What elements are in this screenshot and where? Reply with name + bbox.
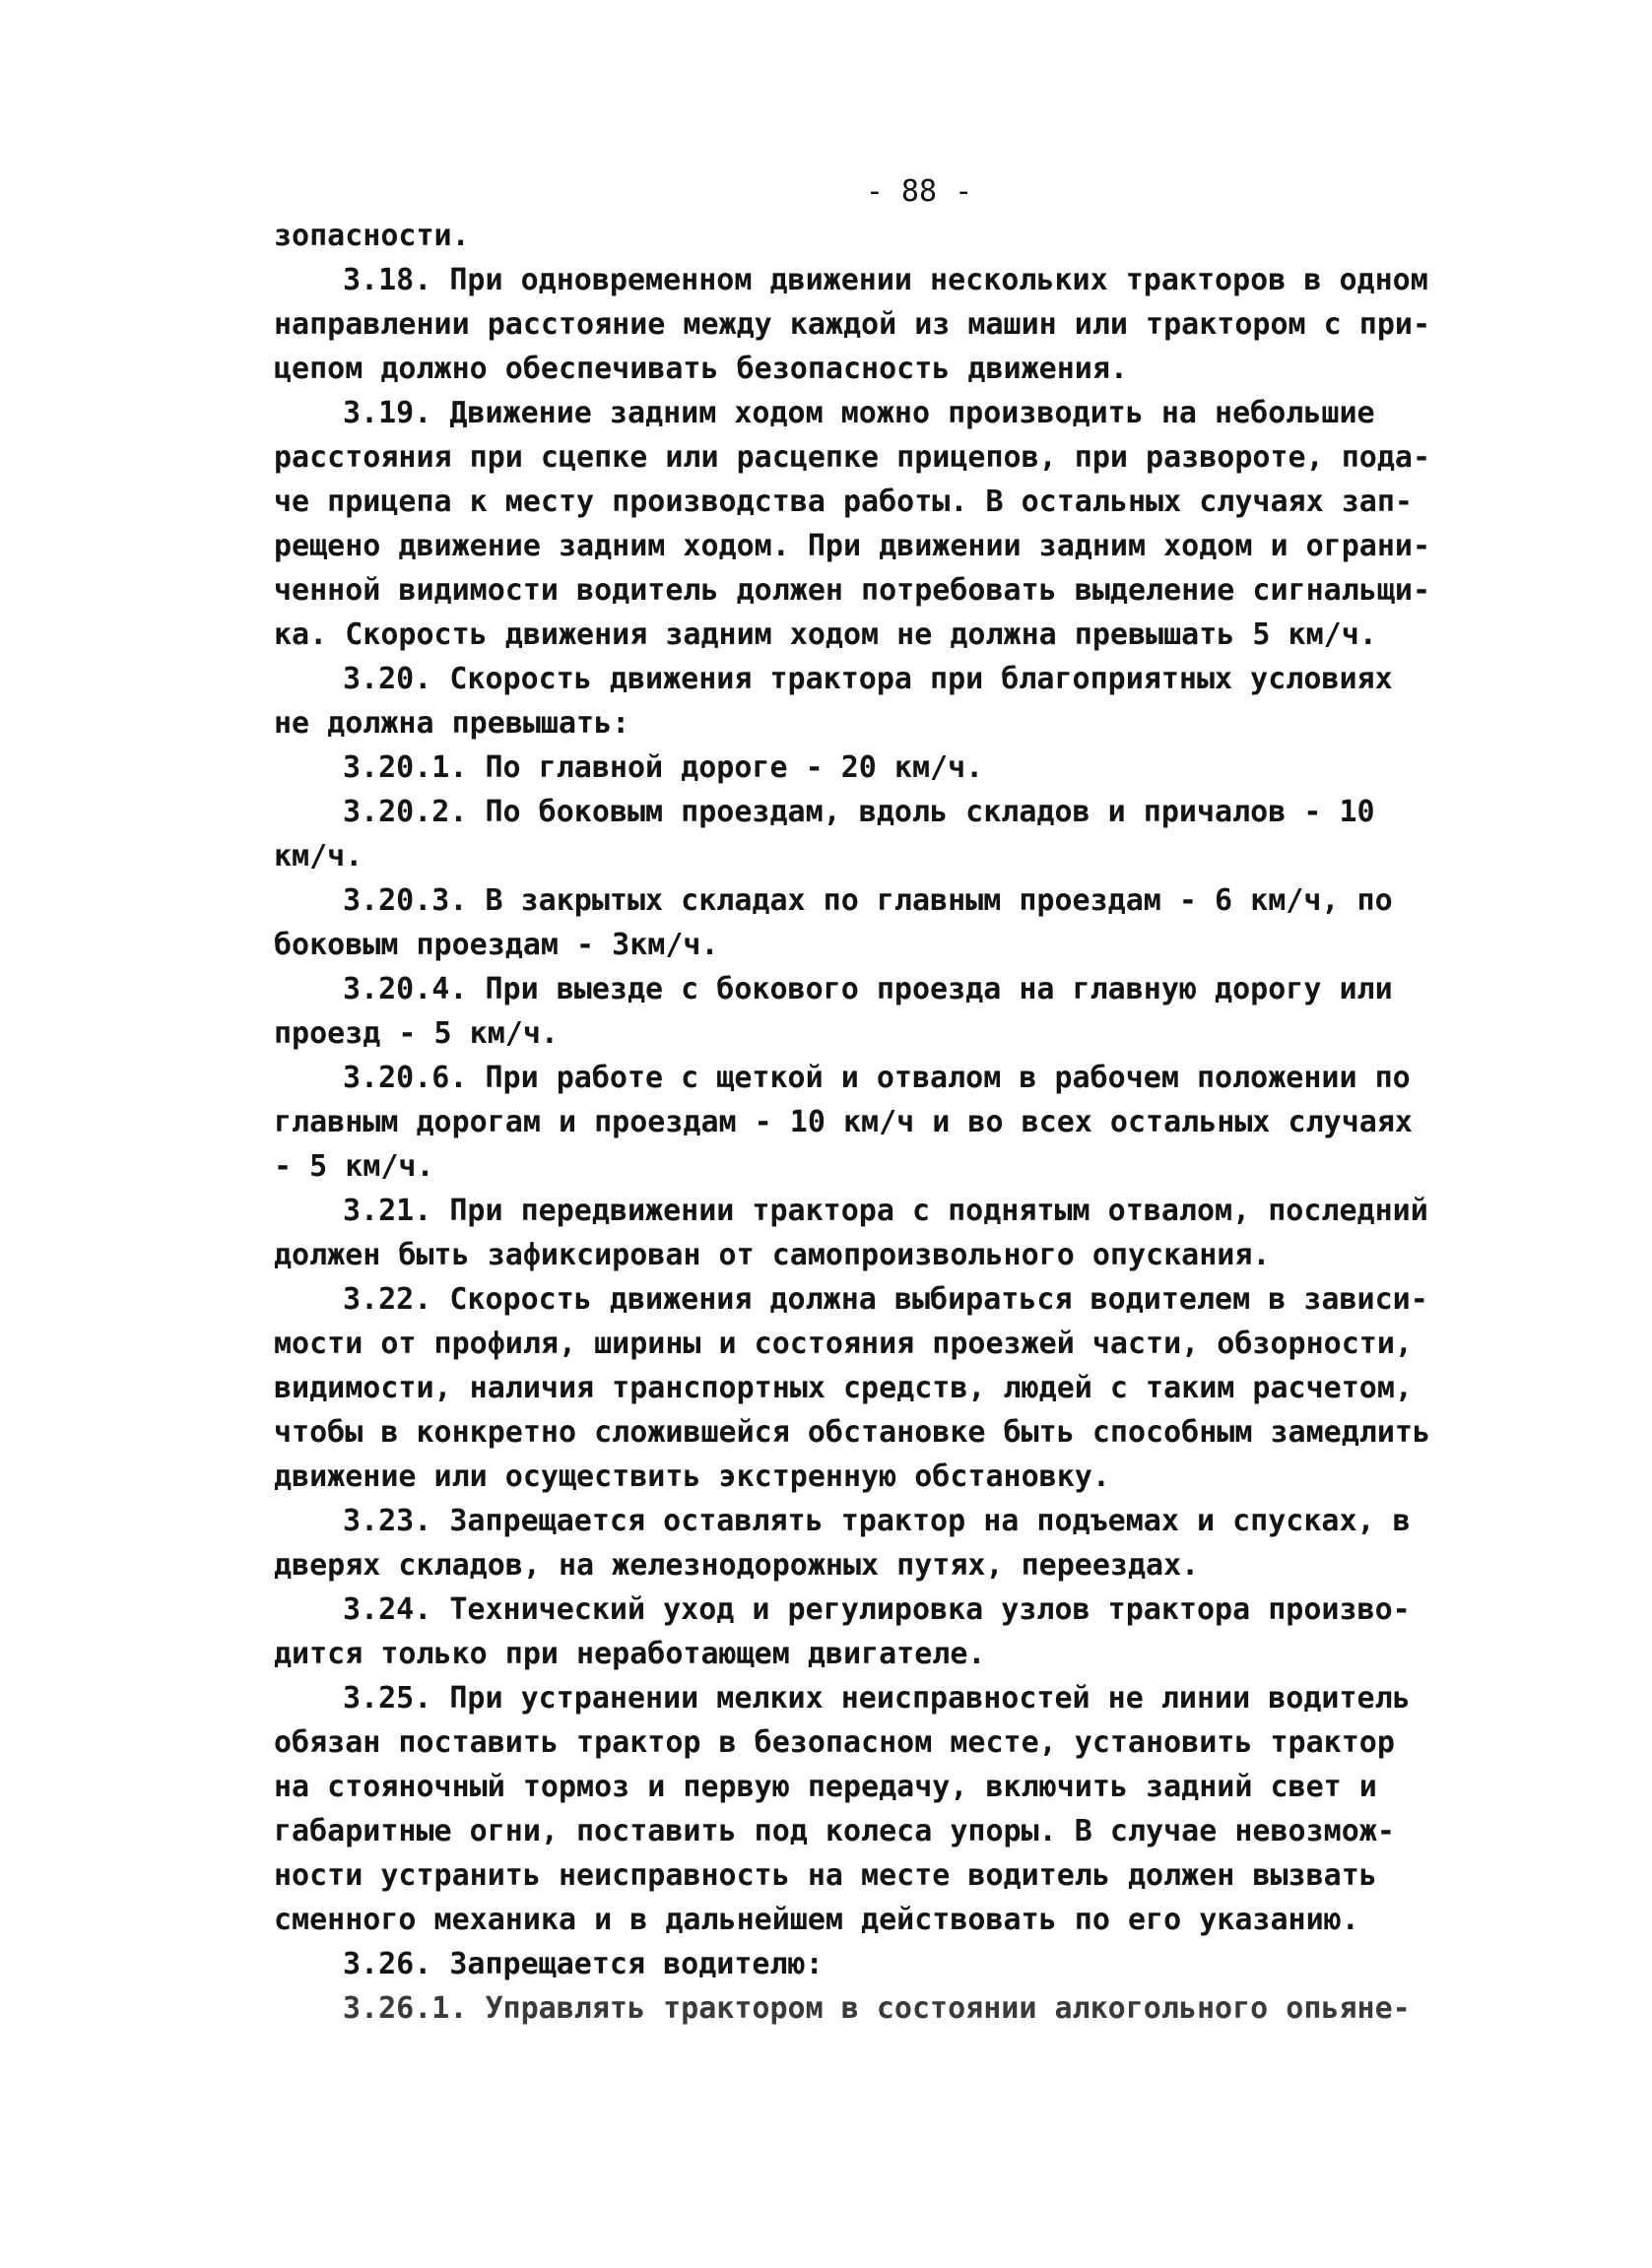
paragraph-list <box>274 214 1430 2031</box>
text-line: че прицепа к месту производства работы. В остальных случаях зап- <box>274 485 1413 519</box>
text-line: 3.20. Скорость движения трактора при благоприятных условиях <box>343 662 1393 696</box>
text-line: 3.18. При одновременном движении нескольких тракторов в одном <box>343 263 1428 297</box>
paragraph <box>274 657 1407 745</box>
text-line: - 5 км/ч. <box>274 1149 434 1184</box>
text-line: сменного механика и в дальнейшем действовать по его указанию. <box>274 1903 1359 1937</box>
text-line: 3.25. При устранении мелких неисправностей не линии водитель <box>343 1681 1411 1716</box>
text-line: направлении расстояние между каждой из машин или трактором с при- <box>274 307 1430 342</box>
paragraph <box>274 878 1407 967</box>
text-line: км/ч. <box>274 839 363 874</box>
text-line: должен быть зафиксирован от самопроизвольного опускания. <box>274 1238 1271 1272</box>
text-line: 3.20.2. По боковым проездам, вдоль складов и причалов - 10 <box>343 795 1375 829</box>
text-line: на стояночный тормоз и первую передачу, включить задний свет и <box>274 1770 1377 1804</box>
text-line: главным дорогам и проездам - 10 км/ч и во всех остальных случаях <box>274 1105 1413 1139</box>
paragraph <box>274 1277 1430 1499</box>
text-line: 3.20.4. При выезде с бокового проезда на главную дорогу или <box>343 972 1393 1006</box>
text-line: ности устранить неисправность на месте водитель должен вызвать <box>274 1858 1377 1893</box>
text-line: габаритные огни, поставить под колеса упоры. В случае невозмож- <box>274 1814 1395 1848</box>
text-line: 3.20.3. В закрытых складах по главным проездам - 6 км/ч, по <box>343 883 1393 918</box>
text-line: цепом должно обеспечивать безопасность движения. <box>274 352 1128 386</box>
paragraph <box>274 745 1407 790</box>
paragraph <box>274 391 1430 657</box>
paragraph <box>274 790 1407 878</box>
text-line: мости от профиля, ширины и состояния проезжей части, обзорности, <box>274 1327 1413 1361</box>
page-number: - 88 - <box>865 174 973 209</box>
text-line: 3.26. Запрещается водителю: <box>343 1947 824 1981</box>
text-line: чтобы в конкретно сложившейся обстановке быть способным замедлить <box>274 1415 1430 1450</box>
paragraph <box>274 1986 1411 2031</box>
text-line: 3.19. Движение задним ходом можно производить на небольшие <box>343 396 1375 430</box>
paragraph <box>274 967 1407 1056</box>
text-line: дверях складов, на железнодорожных путях, переездах. <box>274 1548 1200 1583</box>
text-line: видимости, наличия транспортных средств, людей с таким расчетом, <box>274 1371 1413 1405</box>
text-line: 3.26.1. Управлять трактором в состоянии алкогольного опьяне- <box>343 1991 1411 2026</box>
text-line: ка. Скорость движения задним ходом не должна превышать 5 км/ч. <box>274 617 1377 652</box>
text-line: не должна превышать: <box>274 706 630 741</box>
paragraph <box>274 1676 1411 1942</box>
document-body <box>274 169 1430 2031</box>
paragraph <box>274 1942 1407 1986</box>
text-line: 3.21. При передвижении трактора с поднятым отвалом, последний <box>343 1194 1428 1228</box>
paragraph <box>274 214 1407 258</box>
text-line: боковым проездам - 3км/ч. <box>274 928 719 962</box>
text-line: обязан поставить трактор в безопасном месте, установить трактор <box>274 1725 1395 1760</box>
text-line: дится только при неработающем двигателе. <box>274 1637 986 1671</box>
text-line: расстояния при сцепке или расцепке прицепов, при развороте, пода- <box>274 440 1430 475</box>
paragraph <box>274 1588 1411 1676</box>
text-line: 3.20.6. При работе с щеткой и отвалом в рабочем положении по <box>343 1061 1411 1095</box>
text-line: 3.24. Технический уход и регулировка узлов трактора произво- <box>343 1592 1411 1627</box>
text-line: ченной видимости водитель должен потребовать выделение сигнальщи- <box>274 573 1430 608</box>
text-line: 3.20.1. По главной дороге - 20 км/ч. <box>343 750 984 785</box>
text-line: рещено движение задним ходом. При движении задним ходом и ограни- <box>274 529 1430 563</box>
text-line: 3.23. Запрещается оставлять трактор на подъемах и спусках, в <box>343 1504 1411 1538</box>
paragraph <box>274 1499 1411 1588</box>
text-line: проезд - 5 км/ч. <box>274 1016 559 1051</box>
text-line: 3.22. Скорость движения должна выбираться водителем в зависи- <box>343 1282 1428 1317</box>
paragraph <box>274 1056 1413 1189</box>
text-line: движение или осуществить экстренную обстановку. <box>274 1459 1110 1494</box>
paragraph <box>274 258 1430 391</box>
paragraph <box>274 1189 1428 1277</box>
text-line: зопасности. <box>274 219 470 253</box>
